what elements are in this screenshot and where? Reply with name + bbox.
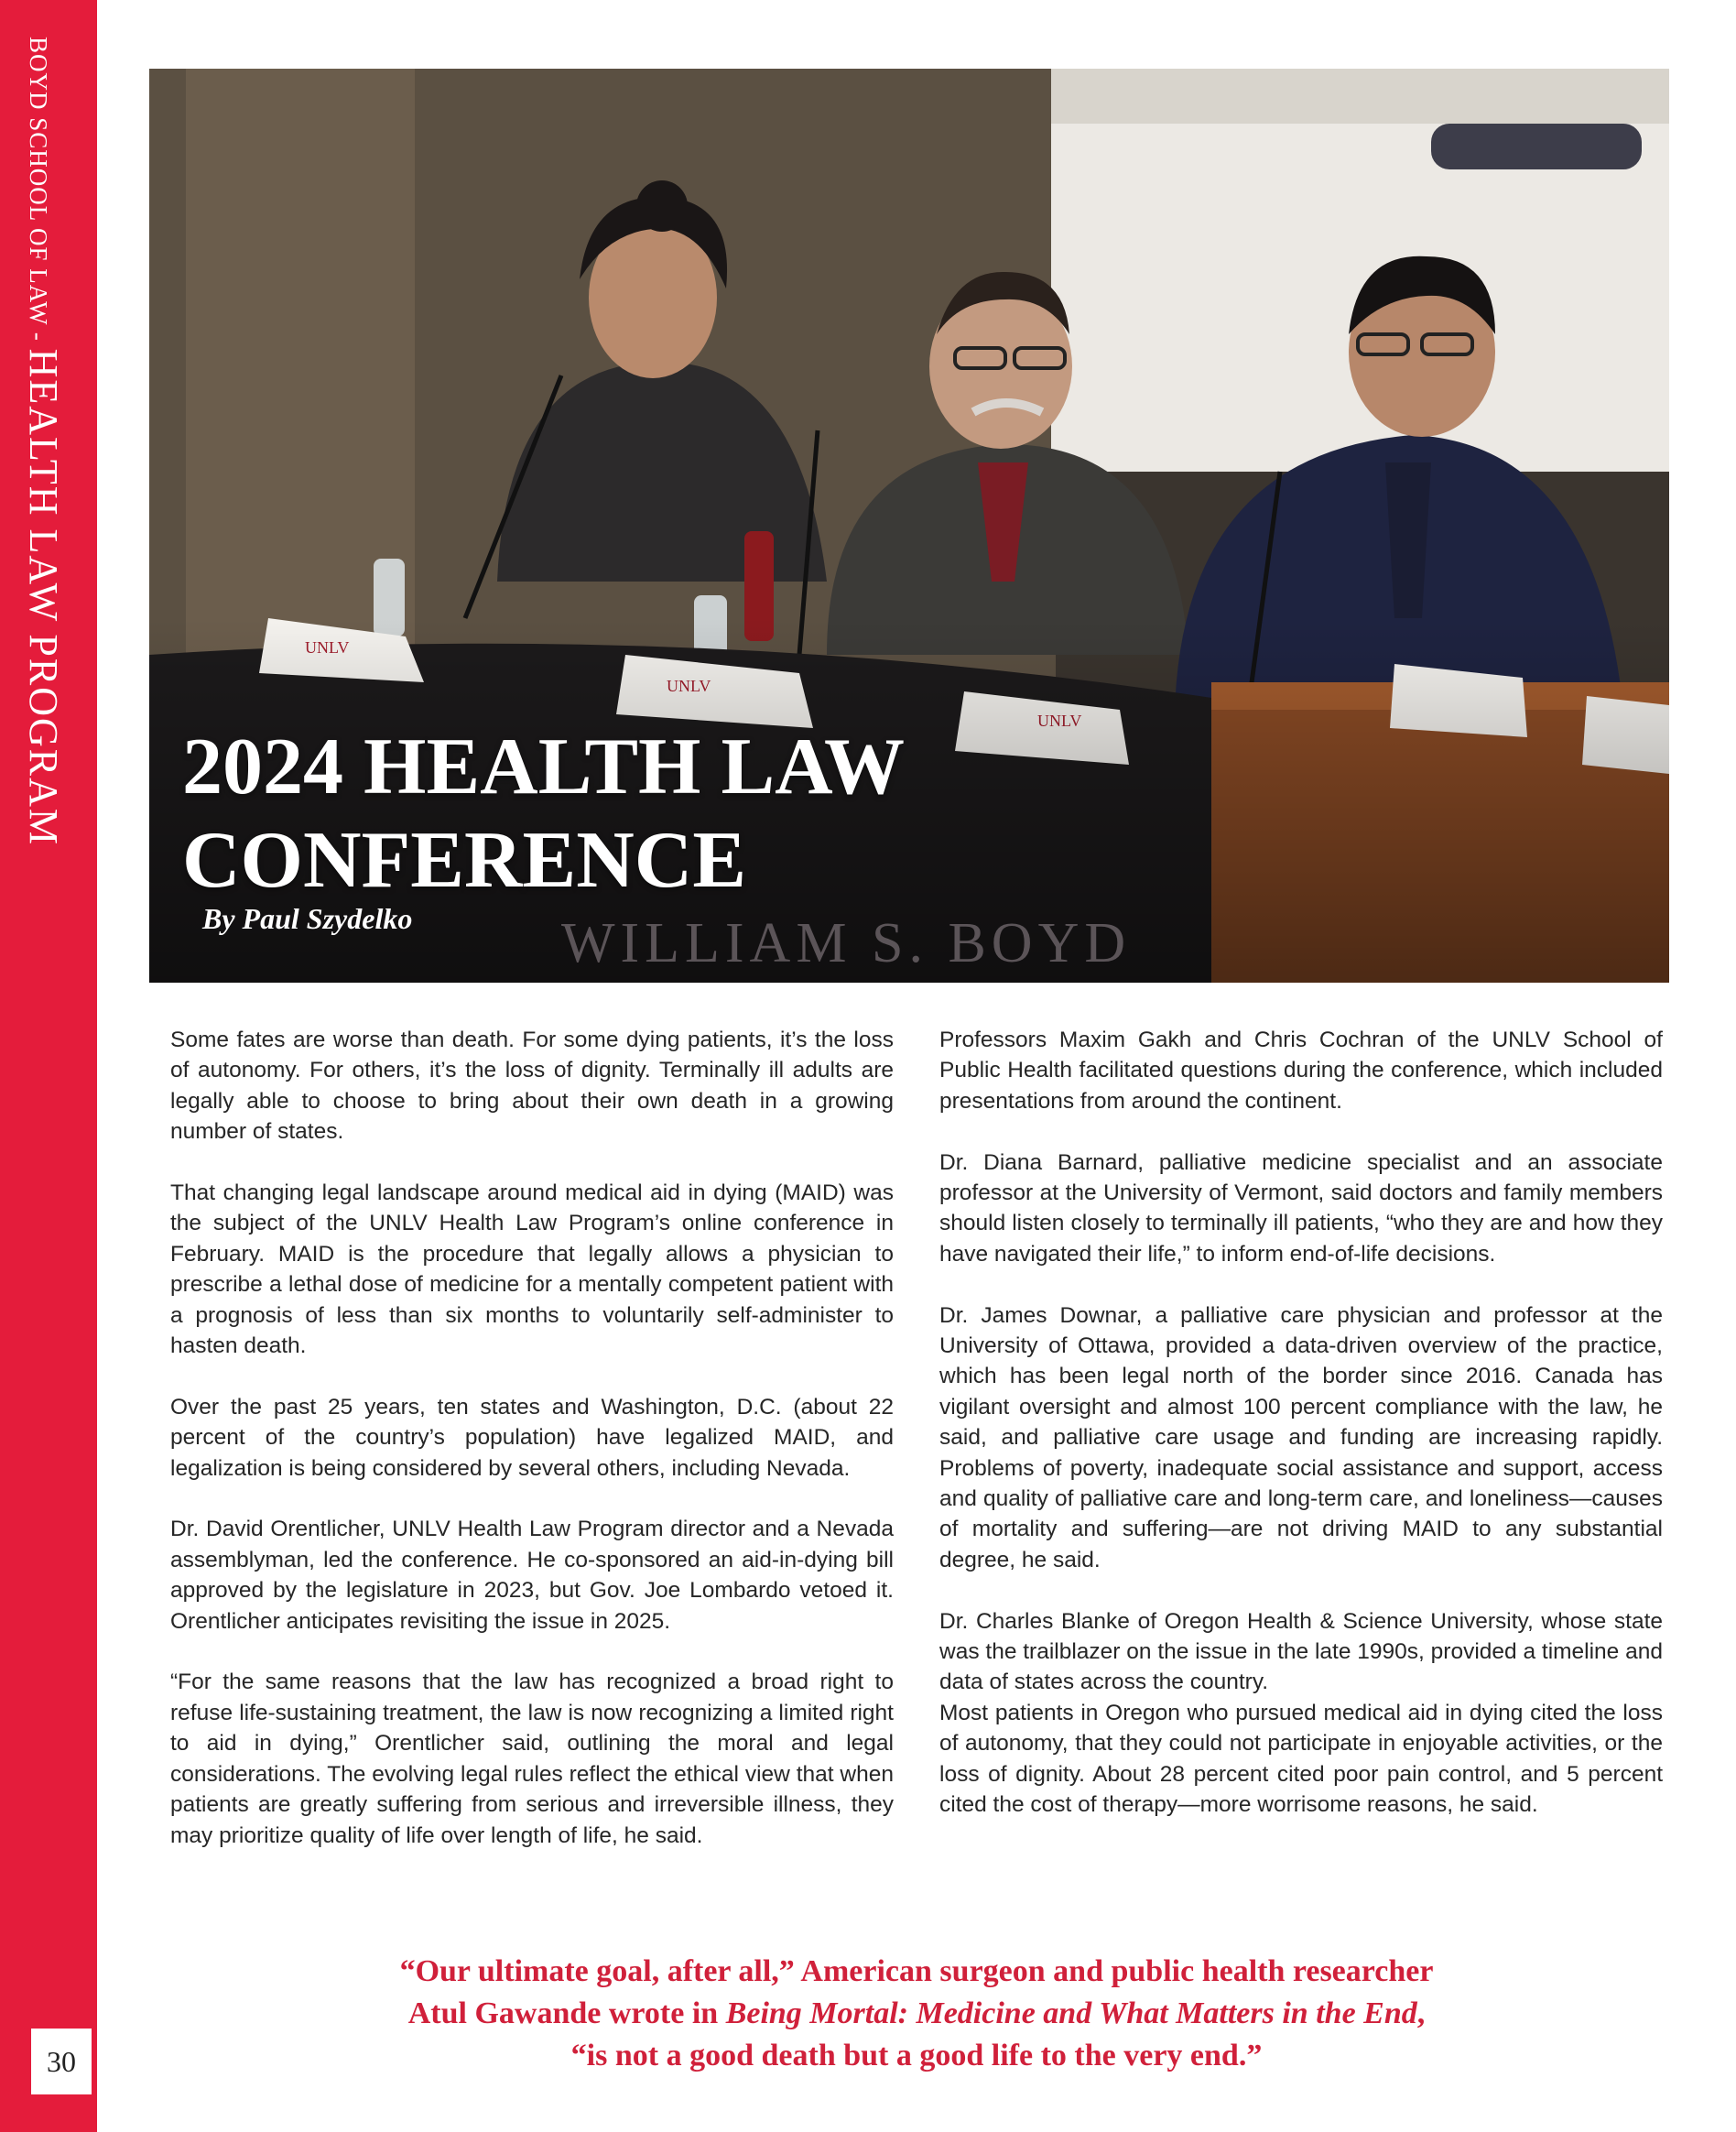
quote-line-3: “is not a good death but a good life to the very end.” [570,2039,1263,2072]
school-name: BOYD SCHOOL OF LAW - [25,37,52,349]
byline: By Paul Szydelko [202,902,413,935]
paragraph: Dr. James Downar, a palliative care physician and professor at the University of Ottawa, provided a data-driven overview of the practice, which has been legal north of the border since 2016. Canada has vigilant oversight and almost 100 percent compliance with the law, he said, and palliative care usage and funding are increasing rapidly. Problems of poverty, inadequate social assistance and support, access and quality of palliative care and long-term care, and loneliness—causes of mortality and suffering—are not driving MAID to any substantial degree, he said. [939,1302,1663,1572]
book-title: Being Mortal: Medicine and What Matters in the End [725,1996,1417,2030]
paragraph: “For the same reasons that the law has recognized a broad right to refuse life-sustaining treatment, the law is now recognizing a limited right to aid in dying,” Orentlicher said, outlining the moral and legal considerations. The evolving legal rules reflect the ethical view that when patients are greatly suffering from serious and irreversible illness, they may prioritize quality of life over length of life, he said. [170,1670,894,1848]
quote-line-2-start: Atul Gawande wrote in [407,1996,726,2030]
program-name: HEALTH LAW PROGRAM [21,348,66,847]
table-banner-text: WILLIAM S. BOYD [561,912,1132,974]
paragraph: Over the past 25 years, ten states and Washington, D.C. (about 22 percent of the country’s population) have legalized MAID, and legalization is being considered by several others, including Nevada. [170,1394,894,1481]
sidebar [0,0,97,2132]
page-number: 30 [31,2029,92,2094]
quote-line-2 [170,1993,1663,2035]
pull-quote [170,1951,1663,2077]
paragraph: That changing legal landscape around medical aid in dying (MAID) was the subject of the UNLV Health Law Program’s online conference in February. MAID is the procedure that legally allows a physician to prescribe a lethal dose of medicine for a mentally competent patient with a prognosis of less than six months to voluntarily self-administer to hasten death. [170,1180,894,1359]
paragraph: Dr. Charles Blanke of Oregon Health & Science University, whose state was the trailblazer on the issue in the late 1990s, provided a timeline and data of states across the country. [939,1608,1663,1695]
paragraph: Most patients in Oregon who pursued medical aid in dying cited the loss of autonomy, that they could not participate in enjoyable activities, or the loss of dignity. About 28 percent cited poor pain control, and 5 percent cited the cost of therapy—more worrisome reasons, he said. [939,1700,1663,1818]
article-column-left [170,1025,894,1881]
paragraph: Some fates are worse than death. For some dying patients, it’s the loss of autonomy. For others, it’s the loss of dignity. Terminally ill adults are legally able to choose to bring about their own death in a growing number of states. [170,1028,894,1145]
paragraph: Dr. David Orentlicher, UNLV Health Law Program director and a Nevada assemblyman, led the conference. He co-sponsored an aid-in-dying bill approved by the legislature in 2023, but Gov. Joe Lombardo vetoed it. Orentlicher anticipates revisiting the issue in 2025. [170,1517,894,1634]
hero-photo [149,69,1669,983]
section-label [20,37,67,846]
paragraph: Professors Maxim Gakh and Chris Cochran of the UNLV School of Public Health facilitated questions during the conference, which included presentations from around the continent. [939,1028,1663,1114]
article-title: 2024 HEALTH LAW CONFERENCE [182,723,905,905]
article-column-right [939,1025,1663,1851]
paragraph: Dr. Diana Barnard, palliative medicine specialist and an associate professor at the University of Vermont, said doctors and family members should listen closely to terminally ill patients, “who they are and how they have navigated their life,” to inform end-of-life decisions. [939,1149,1663,1267]
quote-line-1: “Our ultimate goal, after all,” American surgeon and public health researcher [399,1954,1434,1988]
quote-line-2-end: , [1416,1996,1426,2030]
